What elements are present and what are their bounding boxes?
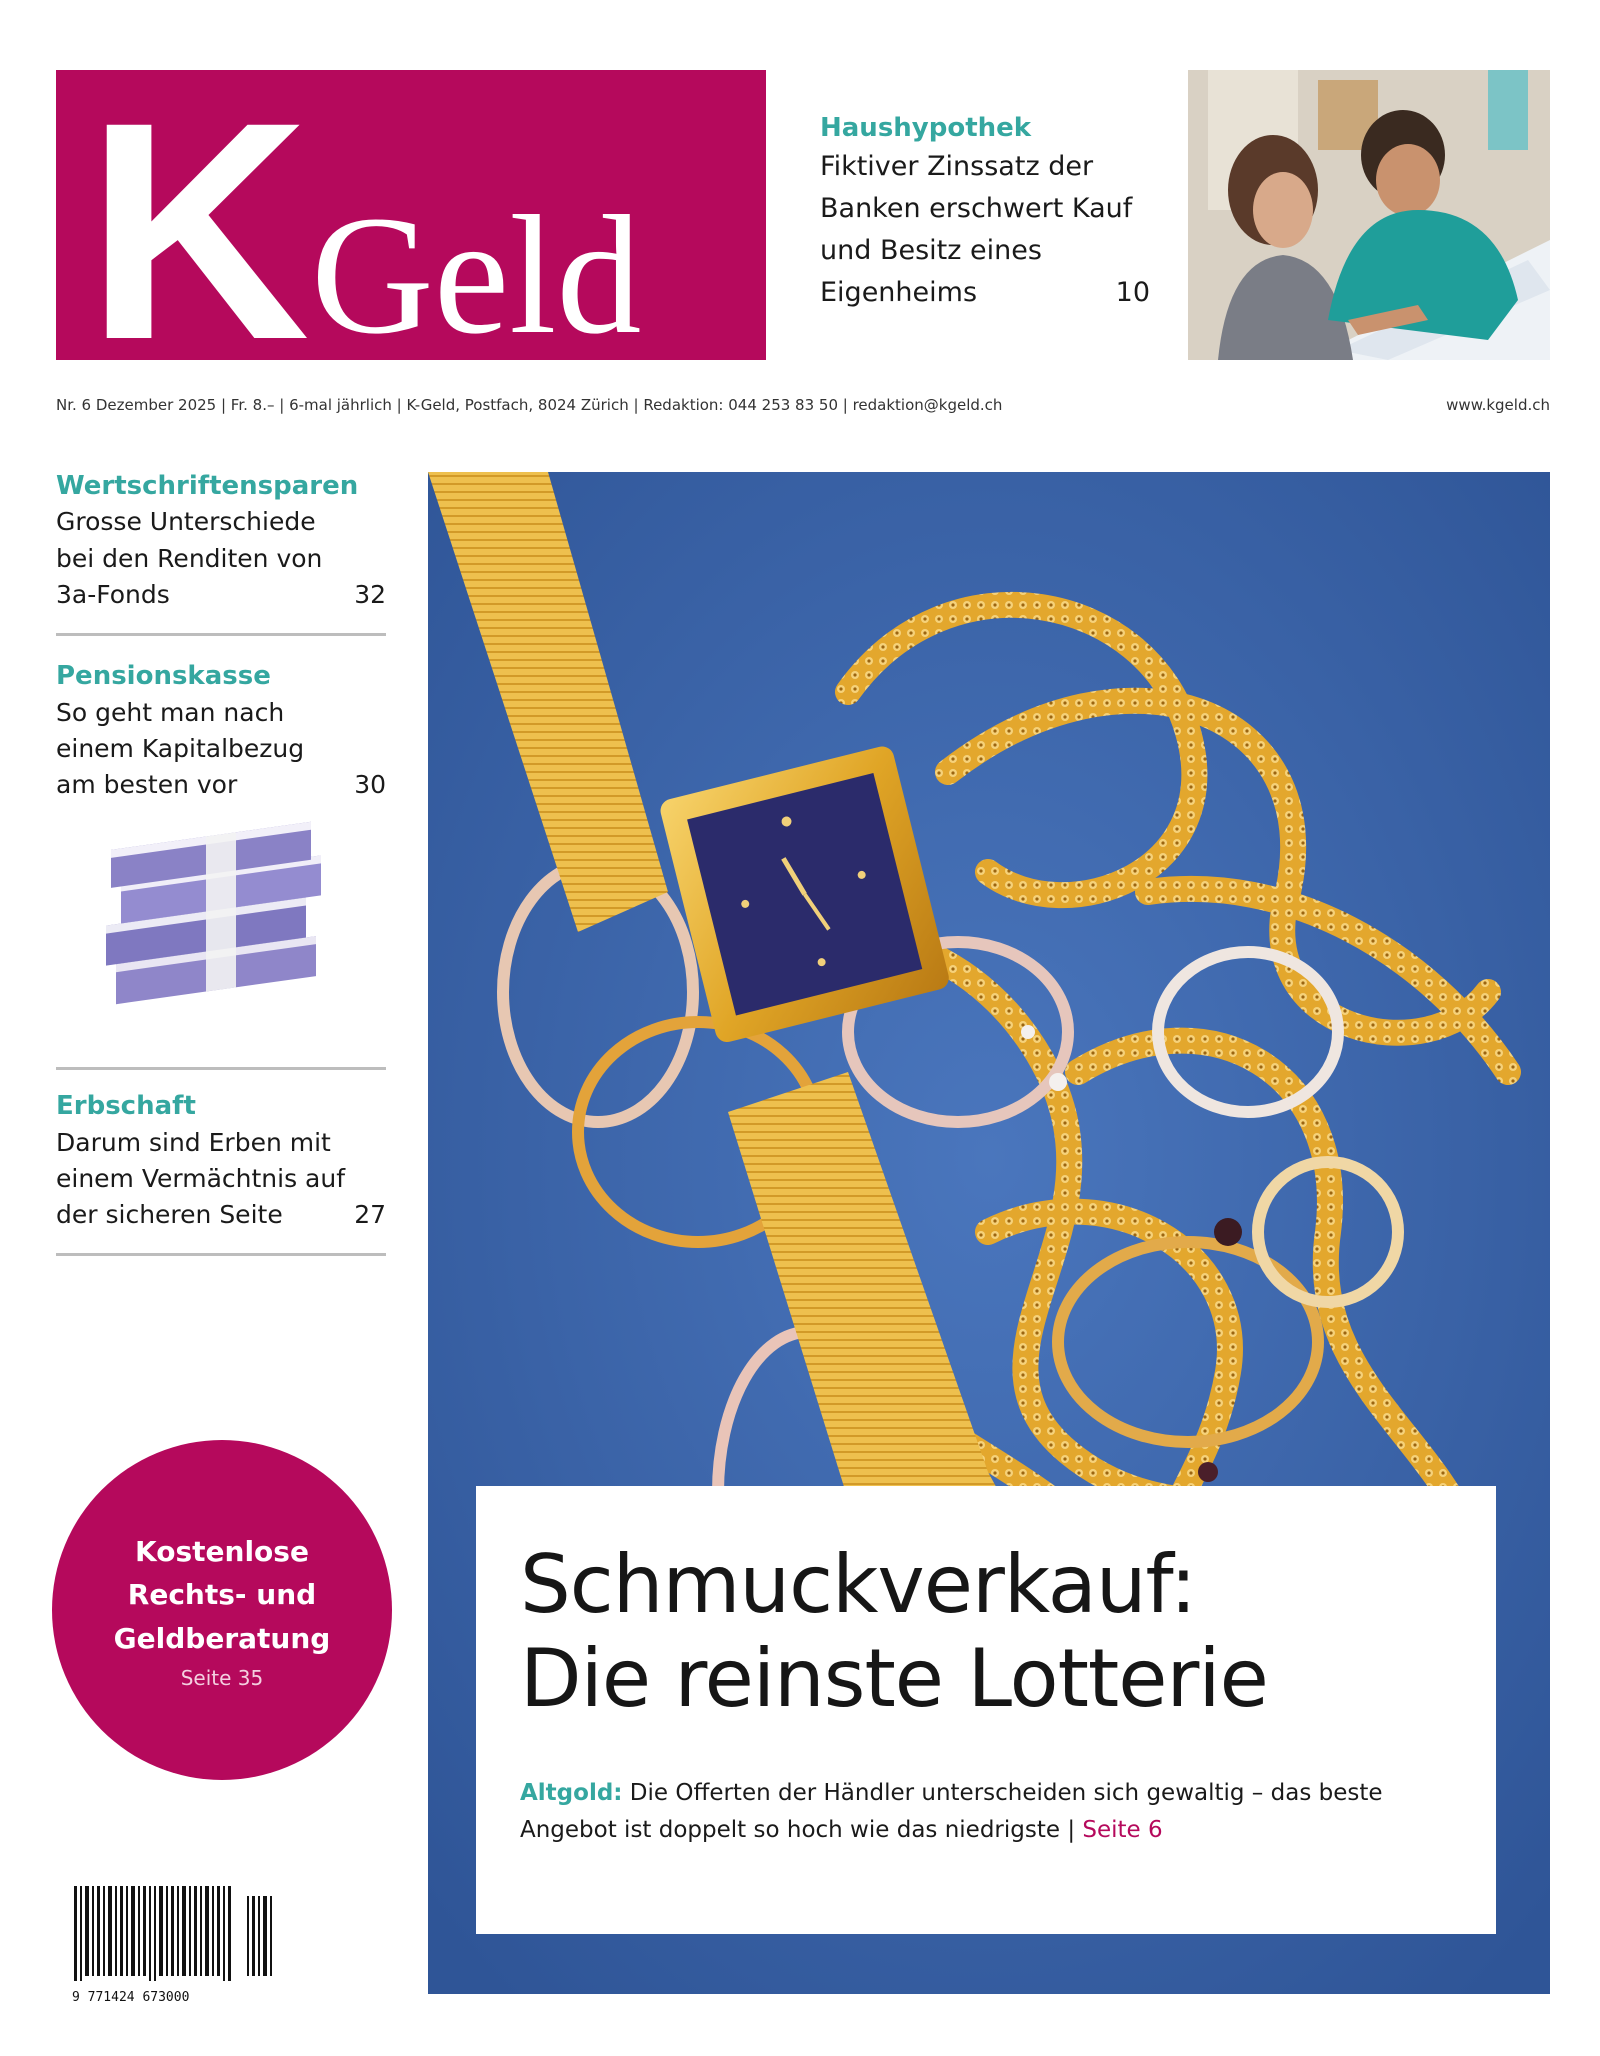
sidebar-text-body: So geht man nach einem Kapitalbezug am besten vor bbox=[56, 697, 305, 800]
sidebar-text bbox=[56, 1125, 386, 1234]
banknotes-image bbox=[96, 817, 356, 1047]
deck-kicker: Altgold: bbox=[520, 1779, 623, 1806]
couple-photo bbox=[1188, 70, 1550, 360]
sidebar-kicker: Erbschaft bbox=[56, 1091, 196, 1122]
top-teaser-text: Fiktiver Zinssatz der Banken erschwert Kauf und Besitz eines Eigenheims bbox=[820, 151, 1133, 308]
badge-line-2: Rechts- und bbox=[127, 1578, 317, 1612]
beratung-badge[interactable] bbox=[52, 1440, 392, 1780]
cover-headline bbox=[520, 1538, 1452, 1727]
logo-geld: Geld bbox=[311, 181, 642, 360]
badge-line-3: Geldberatung bbox=[113, 1621, 331, 1655]
issue-info: Nr. 6 Dezember 2025 | Fr. 8.– | 6-mal jährlich | K-Geld, Postfach, 8024 Zürich | Redaktion: 044 253 83 50 | redaktion@kgeld.ch bbox=[56, 396, 1003, 414]
sidebar-teasers bbox=[56, 468, 386, 1278]
sidebar-teaser-erbschaft[interactable] bbox=[56, 1067, 386, 1256]
deck-page: Seite 6 bbox=[1082, 1816, 1163, 1843]
masthead-logo bbox=[56, 70, 766, 360]
top-teaser[interactable] bbox=[820, 110, 1150, 314]
sidebar-teaser-wertschriften[interactable] bbox=[56, 468, 386, 636]
badge-line-1: Kostenlose bbox=[135, 1534, 309, 1568]
top-teaser-kicker: Haushypothek bbox=[820, 113, 1032, 143]
sidebar-page: 30 bbox=[354, 770, 386, 800]
sidebar-text bbox=[56, 504, 386, 613]
issue-info-line bbox=[56, 396, 1550, 414]
sidebar-page: 27 bbox=[354, 1200, 386, 1230]
sidebar-text bbox=[56, 695, 386, 804]
headline-line-2: Die reinste Lotterie bbox=[520, 1632, 1268, 1726]
sidebar-page: 32 bbox=[354, 579, 386, 609]
headline-line-1: Schmuckverkauf: bbox=[520, 1538, 1196, 1631]
barcode bbox=[72, 1886, 322, 2006]
badge-page: Seite 35 bbox=[180, 1666, 264, 1691]
sidebar-kicker: Pensionskasse bbox=[56, 661, 271, 692]
sidebar-text-body: Grosse Unterschiede bei den Renditen von 3a-Fonds bbox=[56, 507, 323, 609]
top-teaser-body bbox=[820, 146, 1150, 313]
sidebar-kicker: Wertschriftensparen bbox=[56, 471, 359, 501]
logo-k: K bbox=[86, 70, 302, 360]
website-link[interactable]: www.kgeld.ch bbox=[1446, 396, 1550, 414]
barcode-number: 9 771424 673000 bbox=[72, 1990, 190, 2005]
sidebar-teaser-pensionskasse[interactable] bbox=[56, 658, 386, 813]
top-teaser-page: 10 bbox=[1115, 276, 1150, 308]
cover-deck bbox=[520, 1775, 1452, 1849]
deck-text: Die Offerten der Händler unterscheiden sich gewaltig – das beste Angebot ist doppelt so hoch wie das niedrigste | bbox=[520, 1779, 1383, 1843]
cover-headline-box[interactable] bbox=[476, 1486, 1496, 1934]
sidebar-text-body: Darum sind Erben mit einem Vermächtnis auf der sicheren Seite bbox=[56, 1127, 346, 1230]
